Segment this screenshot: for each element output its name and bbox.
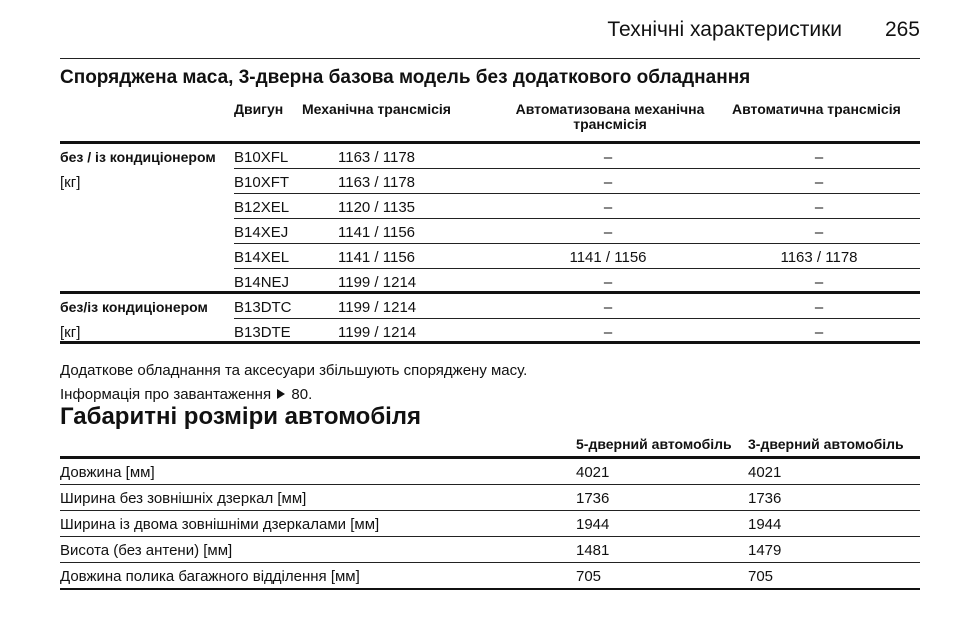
row-group-label: без/із кондиціонером (60, 299, 208, 315)
cell-automated: 1141 / 1156 (569, 249, 647, 266)
page-header (60, 14, 920, 48)
cell-engine: B14NEJ (234, 274, 290, 291)
page-title: Технічні характеристики (607, 18, 842, 41)
cell-automated: – (603, 174, 613, 191)
cell-engine: B10XFL (234, 149, 289, 166)
row-divider (60, 341, 920, 344)
table-row (60, 485, 920, 511)
cell-automatic: – (814, 174, 824, 191)
col-5-door: 5-дверний автомобіль (576, 436, 732, 452)
cell-automatic: – (814, 149, 824, 166)
col-manual: Механічна трансмісія (302, 101, 451, 117)
cell-engine: B12XEL (234, 199, 290, 216)
row-group-label: без / із кондиціонером (60, 149, 216, 165)
cell-automatic: 1163 / 1178 (780, 249, 858, 266)
cell-automatic: – (814, 199, 824, 216)
cell-dimension-label: Довжина полика багажного відділення [мм] (60, 568, 360, 585)
section-title-dimensions: Габаритні розміри автомобіля (60, 403, 422, 430)
page-number: 265 (884, 18, 920, 41)
section-title-curb-weight: Споряджена маса, 3-дверна базова модель без додаткового обладнання (60, 67, 751, 88)
table-row (60, 319, 920, 344)
table-header (60, 430, 920, 459)
cell-dimension-label: Висота (без антени) [мм] (60, 542, 233, 559)
cell-manual: 1199 / 1214 (338, 299, 417, 316)
curb-weight-table (60, 94, 920, 344)
cell-3-door: 705 (748, 568, 774, 585)
cell-manual: 1199 / 1214 (338, 274, 417, 291)
cell-3-door: 1736 (748, 490, 782, 507)
cell-manual: 1163 / 1178 (338, 174, 416, 191)
cell-automatic: – (814, 274, 824, 291)
dimensions-table (60, 430, 920, 590)
cell-automatic: – (814, 299, 824, 316)
cell-3-door: 4021 (748, 464, 782, 481)
cell-manual: 1199 / 1214 (338, 324, 417, 341)
cell-5-door: 1481 (576, 542, 610, 559)
page-ref-arrow-icon (277, 389, 285, 399)
cell-manual: 1141 / 1156 (338, 224, 416, 241)
note-accessories: Додаткове обладнання та аксесуари збільшують споряджену масу. (60, 362, 528, 379)
table-row (60, 537, 920, 563)
col-3-door: 3-дверний автомобіль (748, 436, 904, 452)
cell-automated: – (603, 224, 613, 241)
cell-engine: B14XEJ (234, 224, 289, 241)
col-engine: Двигун (234, 101, 284, 117)
manual-page (60, 0, 920, 642)
cell-dimension-label: Довжина [мм] (60, 464, 155, 481)
cell-engine: B14XEL (234, 249, 290, 266)
table-row (60, 269, 920, 294)
table-row (60, 219, 920, 244)
cell-engine: B13DTE (234, 324, 291, 341)
table-row (60, 563, 920, 590)
note-loading-ref: 80. (291, 386, 313, 403)
cell-automatic: – (814, 224, 824, 241)
table-row (60, 169, 920, 194)
cell-5-door: 4021 (576, 464, 610, 481)
row-group-unit: [кг] (60, 324, 81, 341)
cell-automated: – (603, 199, 613, 216)
table-row (60, 511, 920, 537)
note-loading-text: Інформація про завантаження (60, 386, 272, 403)
table-row (60, 244, 920, 269)
table-row (60, 144, 920, 169)
col-automatic: Автоматична трансмісія (732, 101, 901, 117)
cell-dimension-label: Ширина із двома зовнішніми дзеркалами [мм] (60, 516, 380, 533)
cell-automated: – (603, 149, 613, 166)
cell-engine: B10XFT (234, 174, 290, 191)
cell-5-door: 1736 (576, 490, 610, 507)
table-row (60, 294, 920, 319)
cell-5-door: 705 (576, 568, 602, 585)
cell-automatic: – (814, 324, 824, 341)
cell-manual: 1120 / 1135 (338, 199, 416, 216)
table-header (60, 94, 920, 144)
table-body (60, 459, 920, 590)
note-loading (60, 386, 312, 403)
cell-automated: – (603, 299, 613, 316)
col-automated: Автоматизована механічна трансмісія (515, 101, 705, 132)
cell-engine: B13DTC (234, 299, 292, 316)
cell-dimension-label: Ширина без зовнішніх дзеркал [мм] (60, 490, 307, 507)
table-row (60, 194, 920, 219)
header-divider (60, 58, 920, 59)
cell-3-door: 1944 (748, 516, 782, 533)
cell-3-door: 1479 (748, 542, 782, 559)
cell-manual: 1141 / 1156 (338, 249, 416, 266)
table-row (60, 459, 920, 485)
cell-automated: – (603, 274, 613, 291)
cell-5-door: 1944 (576, 516, 610, 533)
row-group-unit: [кг] (60, 174, 81, 191)
cell-automated: – (603, 324, 613, 341)
cell-manual: 1163 / 1178 (338, 149, 416, 166)
table-body (60, 144, 920, 344)
